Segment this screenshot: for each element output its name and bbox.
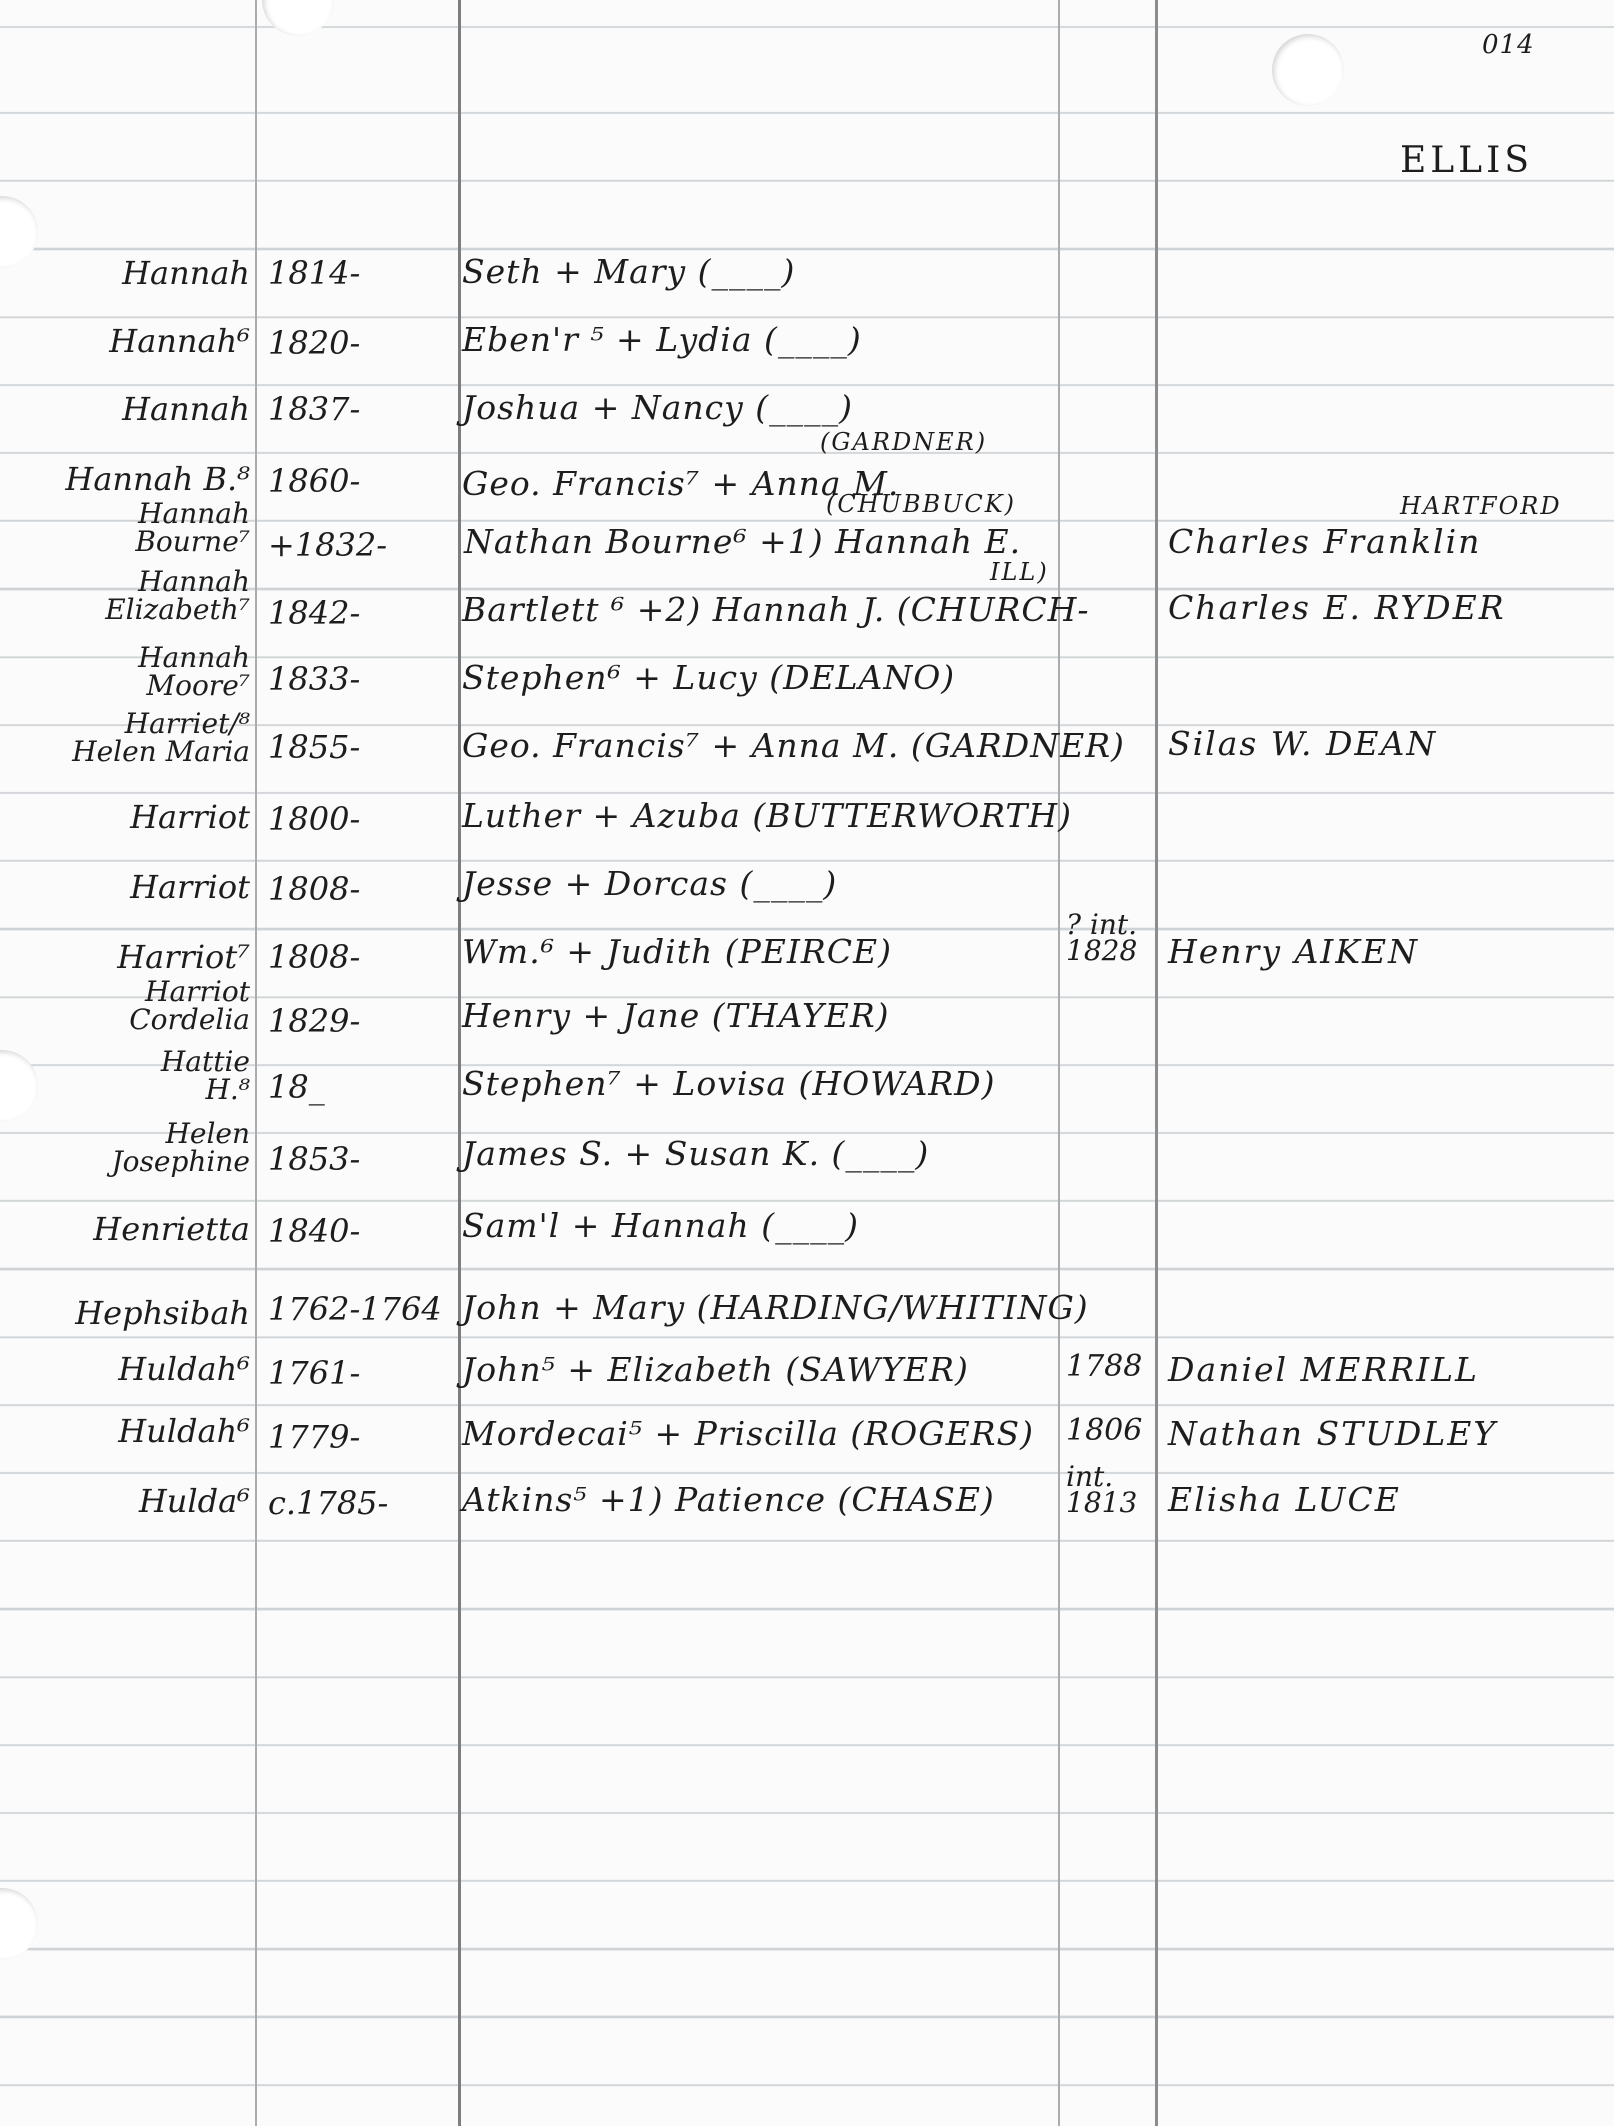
given-name: Henrietta <box>93 1210 250 1248</box>
spouse: Charles E. RYDER <box>1168 588 1506 627</box>
parents: Bartlett ⁶ +2) Hannah J. (CHURCH- <box>462 590 1090 629</box>
spouse: Daniel MERRILL <box>1168 1350 1479 1389</box>
given-name: Harriot <box>130 798 250 836</box>
parents: Stephen⁷ + Lovisa (HOWARD) <box>462 1064 996 1103</box>
birth-date: 1829- <box>268 1002 361 1040</box>
given-name-line: Helen Maria <box>72 735 250 768</box>
record-row <box>0 860 1614 928</box>
birth-date: 1860- <box>268 462 361 500</box>
given-name-line: H.⁸ <box>205 1073 250 1106</box>
birth-date: 1853- <box>268 1140 361 1178</box>
given-name-line: Elizabeth⁷ <box>105 593 250 626</box>
parents: Nathan Bourne⁶ +1) Hannah E. <box>464 522 1022 561</box>
given-name: Harriot⁷ <box>117 938 250 976</box>
birth-date: 1840- <box>268 1212 361 1250</box>
given-name <box>129 975 250 1036</box>
spouse: Silas W. DEAN <box>1168 724 1438 763</box>
birth-date: 1808- <box>268 938 361 976</box>
record-row <box>0 248 1614 316</box>
binder-hole <box>0 1888 38 1960</box>
birth-date: 1761- <box>268 1354 361 1392</box>
given-name-line: Cordelia <box>129 1003 250 1036</box>
marriage-date-line: 1813 <box>1066 1486 1138 1519</box>
given-name-line: Moore⁷ <box>146 669 250 702</box>
birth-date: 1762-1764 <box>268 1290 442 1328</box>
birth-date: 1800- <box>268 800 361 838</box>
parents: Luther + Azuba (BUTTERWORTH) <box>462 796 1073 835</box>
record-row <box>0 1268 1614 1336</box>
record-row <box>0 316 1614 384</box>
birth-date: 1833- <box>268 660 361 698</box>
record-row <box>0 384 1614 452</box>
maiden-name-note: (CHUBBUCK) <box>826 490 1017 518</box>
given-name <box>72 707 250 768</box>
parents: Geo. Francis⁷ + Anna M. (GARDNER) <box>462 726 1125 765</box>
maiden-name-note: ILL) <box>990 558 1049 586</box>
given-name-line: Bourne⁷ <box>135 525 250 558</box>
marriage-date <box>1066 1460 1138 1519</box>
given-name: Hannah <box>122 254 250 292</box>
given-name: Hulda⁶ <box>138 1482 250 1520</box>
record-row <box>0 1200 1614 1268</box>
spouse: Charles Franklin <box>1168 522 1482 561</box>
parents: Atkins⁵ +1) Patience (CHASE) <box>462 1480 995 1519</box>
given-name <box>138 641 250 702</box>
given-name-line: Hannah <box>138 497 250 530</box>
marriage-date-line: int. <box>1066 1460 1114 1493</box>
surname-heading: ELLIS <box>1400 140 1533 181</box>
parents: Wm.⁶ + Judith (PEIRCE) <box>462 932 892 971</box>
parents: Mordecai⁵ + Priscilla (ROGERS) <box>462 1414 1034 1453</box>
parents: John⁵ + Elizabeth (SAWYER) <box>462 1350 969 1389</box>
parents: Joshua + Nancy (____) <box>462 388 854 427</box>
parents: Seth + Mary (____) <box>462 252 796 291</box>
marriage-date-line: 1828 <box>1066 934 1138 967</box>
binder-hole <box>262 0 334 36</box>
parents: James S. + Susan K. (____) <box>462 1134 930 1173</box>
parents: Sam'l + Hannah (____) <box>462 1206 859 1245</box>
birth-date: c.1785- <box>268 1484 389 1522</box>
given-name: Hannah⁶ <box>109 322 250 360</box>
parents: Henry + Jane (THAYER) <box>462 996 890 1035</box>
spouse: Nathan STUDLEY <box>1168 1414 1498 1453</box>
record-row <box>0 1460 1614 1540</box>
record-row <box>0 1336 1614 1404</box>
birth-date: 1855- <box>268 728 361 766</box>
maiden-name-note: (GARDNER) <box>820 428 988 456</box>
parents: Geo. Francis⁷ + Anna M. <box>462 464 900 503</box>
given-name-line: Harriet/⁸ <box>124 707 250 740</box>
birth-date: 18_ <box>268 1068 325 1106</box>
given-name <box>105 565 250 626</box>
marriage-date: 1806 <box>1066 1413 1143 1448</box>
given-name-line: Hattie <box>160 1045 250 1078</box>
given-name-line: Josephine <box>111 1145 250 1178</box>
parents: Eben'r ⁵ + Lydia (____) <box>462 320 862 359</box>
given-name: Harriot <box>130 868 250 906</box>
birth-date: 1837- <box>268 390 361 428</box>
given-name-line: Harriot <box>145 975 250 1008</box>
spouse: Henry AIKEN <box>1168 932 1419 971</box>
record-row <box>0 707 1614 792</box>
binder-hole <box>1272 34 1344 106</box>
parents: John + Mary (HARDING/WHITING) <box>462 1288 1089 1327</box>
marriage-date-line: ? int. <box>1066 908 1138 941</box>
given-name-line: Hannah <box>138 641 250 674</box>
spouse: Elisha LUCE <box>1168 1480 1401 1519</box>
given-name-line: Helen <box>165 1117 250 1150</box>
given-name: Huldah⁶ <box>118 1350 250 1388</box>
given-name <box>111 1117 250 1178</box>
record-row <box>0 1117 1614 1200</box>
spouse-note: HARTFORD <box>1400 492 1562 520</box>
birth-date: +1832- <box>268 526 388 564</box>
given-name: Huldah⁶ <box>118 1412 250 1450</box>
parents: Jesse + Dorcas (____) <box>462 864 838 903</box>
birth-date: 1820- <box>268 324 361 362</box>
given-name: Hephsibah <box>75 1294 250 1332</box>
given-name: Hannah <box>122 390 250 428</box>
given-name <box>135 497 250 558</box>
record-row <box>0 792 1614 860</box>
marriage-date <box>1066 908 1138 967</box>
birth-date: 1814- <box>268 254 361 292</box>
birth-date: 1842- <box>268 594 361 632</box>
given-name: Hannah B.⁸ <box>65 460 250 498</box>
parents: Stephen⁶ + Lucy (DELANO) <box>462 658 956 697</box>
birth-date: 1779- <box>268 1418 361 1456</box>
given-name <box>160 1045 250 1106</box>
birth-date: 1808- <box>268 870 361 908</box>
given-name-line: Hannah <box>138 565 250 598</box>
marriage-date: 1788 <box>1066 1349 1143 1384</box>
record-row <box>0 1404 1614 1472</box>
page-number: 014 <box>1482 30 1535 60</box>
